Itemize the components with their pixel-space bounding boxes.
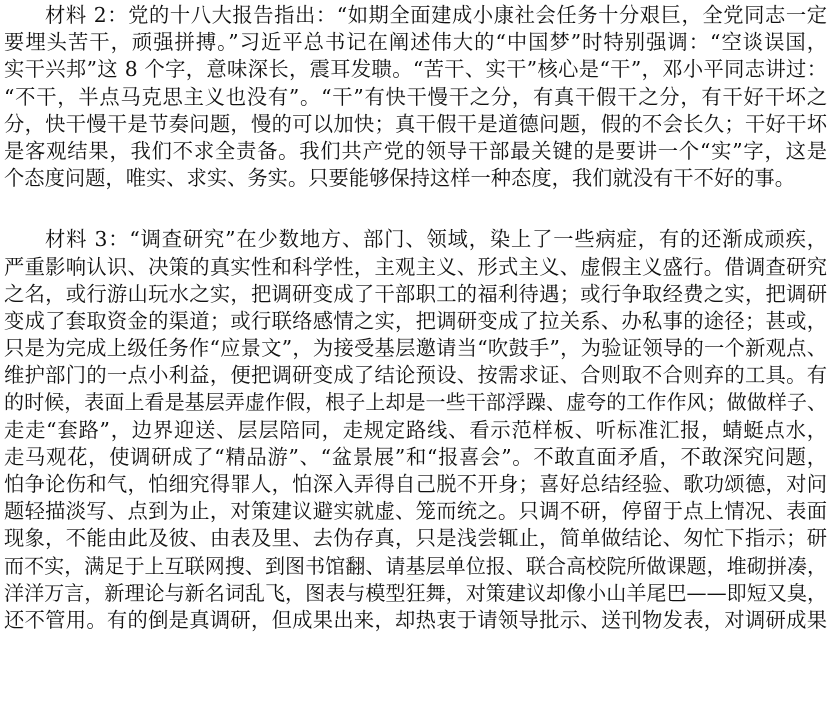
text-line: 分，快干慢干是节奏问题，慢的可以加快；真干假干是道德问题，假的不会长久；干好干坏 — [4, 111, 827, 136]
text-line: 题轻描淡写、点到为止，对策建议避实就虚、笼而统之。只调不研，停留于点上情况、表面 — [4, 499, 827, 524]
text-line: 之名，或行游山玩水之实，把调研变成了干部职工的福利待遇；或行争取经费之实，把调研 — [4, 281, 827, 306]
text-line: 实干兴邦”这 8 个字，意味深长，震耳发聩。“苦干、实干”核心是“干”，邓小平同志讲过： — [4, 57, 827, 82]
text-line: “不干，半点马克思主义也没有”。“干”有快干慢干之分，有真干假干之分，有干好干坏之 — [4, 84, 827, 109]
text-line: 是客观结果，我们不求全责备。我们共产党的领导干部最关键的是要讲一个“实”字，这是 — [4, 138, 827, 163]
paragraph-spacer — [4, 192, 827, 226]
paragraph-material-2 — [4, 2, 827, 192]
text-line: 的时候，表面上看是基层弄虚作假，根子上却是一些干部浮躁、虚夸的工作作风；做做样子、 — [4, 390, 827, 415]
text-line: 怕争论伤和气，怕细究得罪人，怕深入弄得自己脱不开身；喜好总结经验、歌功颂德，对问 — [4, 472, 827, 496]
text-line: 材料 2：党的十八大报告指出：“如期全面建成小康社会任务十分艰巨，全党同志一定 — [45, 3, 827, 27]
text-line: 材料 3：“调查研究”在少数地方、部门、领域，染上了一些病症，有的还渐成顽疾， — [45, 227, 827, 252]
text-line: 走走“套路”，边界迎送、层层陪同，走规定路线、看示范样板、听标准汇报，蜻蜓点水， — [4, 417, 827, 442]
text-line: 现象，不能由此及彼、由表及里、去伪存真，只是浅尝辄止，简单做结论、匆忙下指示；研 — [4, 526, 827, 551]
paragraph-material-3 — [4, 226, 827, 634]
text-line: 只是为完成上级任务作“应景文”，为接受基层邀请当“吹鼓手”，为验证领导的一个新观点、 — [4, 336, 827, 361]
text-line: 个态度问题，唯实、求实、务实。只要能够保持这样一种态度，我们就没有干不好的事。 — [4, 166, 795, 191]
text-line: 而不实，满足于上互联网搜、到图书馆翻、请基层单位报、联合高校院所做课题，堆砌拼凑， — [4, 553, 827, 578]
text-line: 变成了套取资金的渠道；或行联络感情之实，把调研变成了拉关系、办私事的途径；甚或， — [4, 308, 827, 333]
text-line: 走马观花，使调研成了“精品游”、“盆景展”和“报喜会”。不敢直面矛盾，不敢深究问题， — [4, 444, 827, 469]
text-line: 维护部门的一点小利益，便把调研变成了结论预设、按需求证、合则取不合则弃的工具。有 — [4, 363, 827, 388]
text-line: 严重影响认识、决策的真实性和科学性，主观主义、形式主义、虚假主义盛行。借调查研究 — [4, 254, 827, 279]
text-line: 要埋头苦干，顽强拼搏。”习近平总书记在阐述伟大的“中国梦”时特别强调：“空谈误国， — [4, 30, 827, 55]
text-line: 洋洋万言，新理论与新名词乱飞，图表与模型狂舞，对策建议却像小山羊尾巴——即短又臭， — [4, 580, 827, 605]
text-line: 还不管用。有的倒是真调研，但成果出来，却热衷于请领导批示、送刊物发表，对调研成果 — [4, 607, 827, 632]
